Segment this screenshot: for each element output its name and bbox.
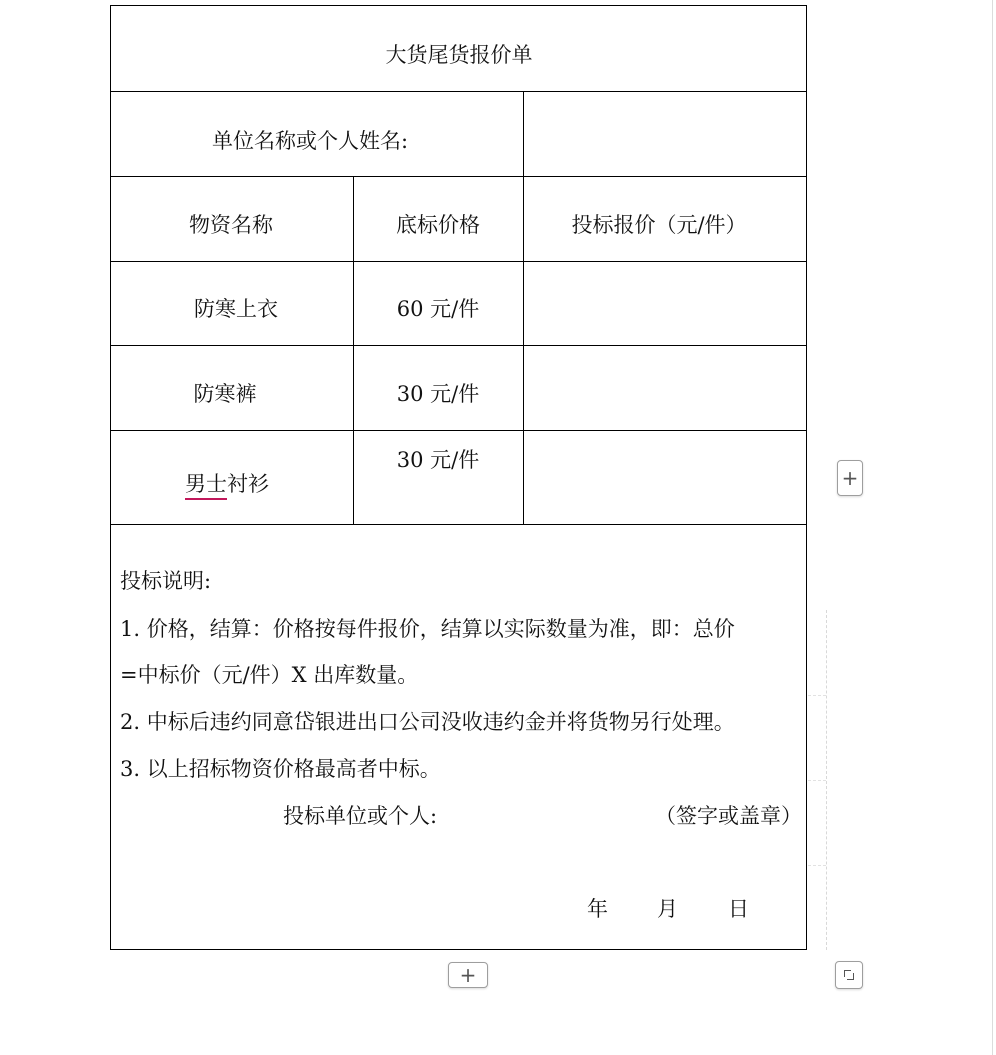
table-row-bid-field[interactable]: [530, 270, 800, 338]
table-row-item: 防寒上衣: [194, 297, 278, 321]
plus-icon: +: [841, 466, 859, 490]
notes-line-1-cont: =中标价（元/件）X 出库数量。: [120, 663, 419, 687]
date-month: 月: [657, 897, 678, 921]
add-column-button[interactable]: [837, 460, 863, 496]
table-rule: [110, 91, 807, 92]
unit-name-label: 单位名称或个人姓名:: [211, 129, 409, 153]
signature-label: 投标单位或个人:: [283, 804, 438, 828]
table-rule: [110, 261, 807, 262]
date-year: 年: [587, 897, 608, 921]
table-row-bid-field[interactable]: [530, 354, 800, 422]
notes-line-2: 2. 中标后违约同意岱银进出口公司没收违约金并将货物另行处理。: [120, 710, 735, 734]
table-rule: [523, 91, 524, 525]
header-base-price: 底标价格: [396, 213, 480, 237]
table-rule: [110, 524, 807, 525]
page-edge: [992, 0, 993, 1055]
header-item-name: 物资名称: [189, 213, 273, 237]
table-row-item: [185, 474, 269, 495]
resize-table-button[interactable]: [835, 961, 863, 989]
table-row-item-suffix: 衬衫: [227, 472, 269, 496]
table-rule: [110, 176, 807, 177]
table-row-item: 防寒裤: [193, 382, 257, 406]
notes-heading: 投标说明:: [120, 569, 212, 593]
table-rule: [110, 430, 807, 431]
plus-icon: +: [459, 963, 477, 987]
unit-name-field[interactable]: [530, 100, 800, 170]
table-row-price: 30 元/件: [396, 382, 480, 406]
table-row-bid-field[interactable]: [530, 440, 800, 518]
add-row-button[interactable]: [448, 962, 488, 988]
table-rule: [110, 345, 807, 346]
table-row-price: 30 元/件: [396, 448, 480, 472]
notes-line-3: 3. 以上招标物资价格最高者中标。: [120, 757, 441, 781]
signature-note: （签字或盖章）: [655, 804, 802, 828]
date-day: 日: [728, 897, 749, 921]
resize-corner-icon: [844, 970, 854, 980]
header-bid-price: 投标报价（元/件）: [571, 213, 747, 237]
table-row-price: 60 元/件: [396, 297, 480, 321]
spellcheck-underline[interactable]: 男士: [185, 472, 227, 500]
table-rule: [353, 176, 354, 525]
notes-line-1: 1. 价格，结算：价格按每件报价，结算以实际数量为准，即：总价: [120, 617, 735, 641]
document-title: 大货尾货报价单: [385, 43, 533, 67]
table-ghost-outline: [808, 610, 827, 950]
